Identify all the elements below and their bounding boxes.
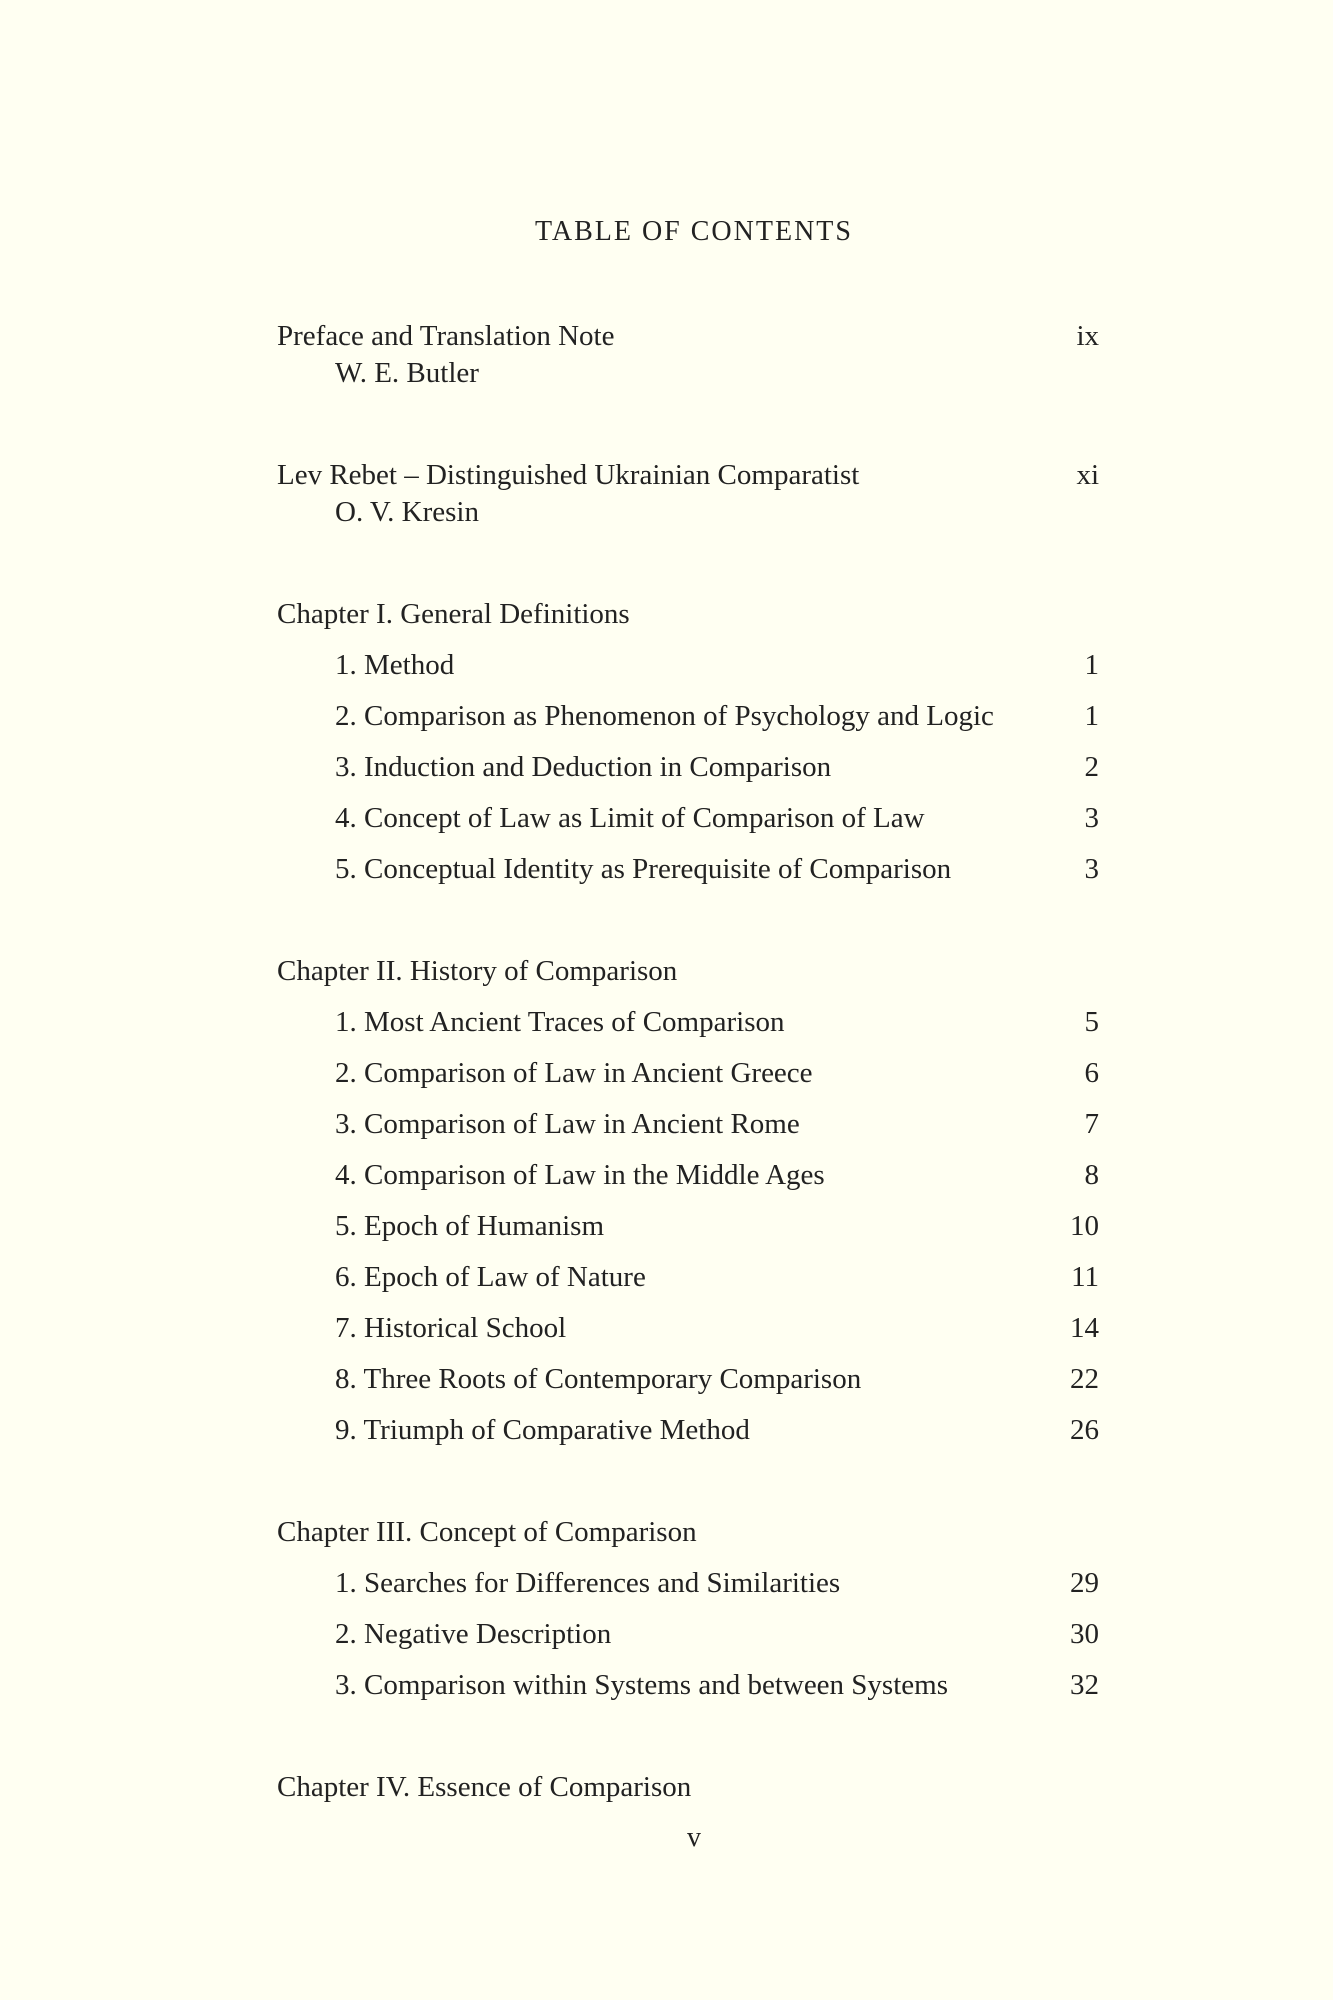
toc-section[interactable]: [277, 1157, 1099, 1193]
toc-section[interactable]: [277, 1616, 1099, 1652]
section-title: 7. Historical School: [335, 1312, 567, 1344]
section-page: 26: [1070, 1414, 1099, 1446]
entry-page: xi: [1076, 459, 1099, 491]
section-title: 8. Three Roots of Contemporary Comparison: [335, 1363, 862, 1395]
section-title: 2. Negative Description: [335, 1618, 612, 1650]
entry-author: [277, 494, 1099, 530]
section-title: 3. Induction and Deduction in Comparison: [335, 751, 832, 783]
section-page: 22: [1070, 1363, 1099, 1395]
section-page: 29: [1070, 1567, 1099, 1599]
author-name: O. V. Kresin: [335, 496, 479, 528]
section-title: 5. Conceptual Identity as Prerequisite of Comparison: [335, 853, 952, 885]
toc-section[interactable]: [277, 800, 1099, 836]
section-page: 32: [1070, 1669, 1099, 1701]
section-title: 9. Triumph of Comparative Method: [335, 1414, 750, 1446]
section-title: 3. Comparison within Systems and between Systems: [335, 1669, 948, 1701]
section-title: 5. Epoch of Humanism: [335, 1210, 605, 1242]
section-title: 2. Comparison of Law in Ancient Greece: [335, 1057, 813, 1089]
page-title: TABLE OF CONTENTS: [535, 216, 853, 247]
toc-section[interactable]: [277, 1667, 1099, 1703]
toc-section[interactable]: [277, 1004, 1099, 1040]
entry-page: ix: [1076, 320, 1099, 352]
toc-section[interactable]: [277, 749, 1099, 785]
toc-section[interactable]: [277, 698, 1099, 734]
section-page: 1: [1084, 700, 1099, 732]
toc-section[interactable]: [277, 1208, 1099, 1244]
chapter-heading[interactable]: Chapter II. History of Comparison: [277, 955, 678, 987]
section-title: 4. Concept of Law as Limit of Comparison of Law: [335, 802, 925, 834]
section-title: 3. Comparison of Law in Ancient Rome: [335, 1108, 800, 1140]
chapter-heading[interactable]: Chapter I. General Definitions: [277, 598, 630, 630]
section-page: 1: [1084, 649, 1099, 681]
section-page: 3: [1084, 802, 1099, 834]
section-title: 4. Comparison of Law in the Middle Ages: [335, 1159, 825, 1191]
toc-section[interactable]: [277, 1055, 1099, 1091]
toc-section[interactable]: [277, 1412, 1099, 1448]
section-title: 1. Method: [335, 649, 455, 681]
chapter-heading[interactable]: Chapter IV. Essence of Comparison: [277, 1771, 692, 1803]
toc-section[interactable]: [277, 1565, 1099, 1601]
entry-author: [277, 355, 1099, 391]
section-page: 8: [1084, 1159, 1099, 1191]
toc-section[interactable]: [277, 1310, 1099, 1346]
page-number: v: [687, 1822, 701, 1853]
chapter-heading[interactable]: Chapter III. Concept of Comparison: [277, 1516, 697, 1548]
section-page: 5: [1084, 1006, 1099, 1038]
toc-entry-rebet[interactable]: [277, 457, 1099, 493]
entry-title: Lev Rebet – Distinguished Ukrainian Comparatist: [277, 459, 860, 491]
section-title: 2. Comparison as Phenomenon of Psychology and Logic: [335, 700, 994, 732]
toc-section[interactable]: [277, 1106, 1099, 1142]
toc-section[interactable]: [277, 1361, 1099, 1397]
toc-section[interactable]: [277, 1259, 1099, 1295]
section-title: 1. Most Ancient Traces of Comparison: [335, 1006, 785, 1038]
section-page: 6: [1084, 1057, 1099, 1089]
section-title: 1. Searches for Differences and Similarities: [335, 1567, 841, 1599]
section-page: 7: [1084, 1108, 1099, 1140]
section-page: 11: [1071, 1261, 1099, 1293]
section-page: 30: [1070, 1618, 1099, 1650]
section-page: 10: [1070, 1210, 1099, 1242]
section-page: 2: [1084, 751, 1099, 783]
entry-title: Preface and Translation Note: [277, 320, 615, 352]
section-page: 14: [1070, 1312, 1099, 1344]
toc-entry-preface[interactable]: [277, 318, 1099, 354]
section-title: 6. Epoch of Law of Nature: [335, 1261, 646, 1293]
toc-section[interactable]: [277, 647, 1099, 683]
section-page: 3: [1084, 853, 1099, 885]
toc-section[interactable]: [277, 851, 1099, 887]
author-name: W. E. Butler: [335, 357, 479, 389]
